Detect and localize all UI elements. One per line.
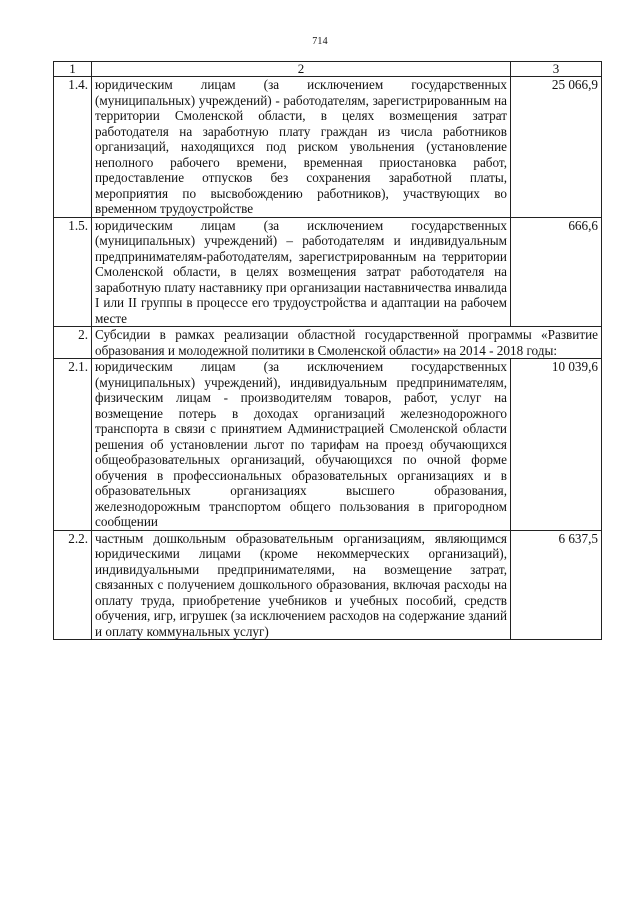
table-row xyxy=(54,77,602,218)
row-description: юридическим лицам (за исключением государственных (муниципальных) учреждений) – работодателям и индивидуальным предпринимателям-работодателям, зарегистрированным на территории Смоленской области, в целях возмещения затрат работодателя на заработную плату наставнику при организации наставничества инвалида I или II группы в процессе его трудоустройства и адаптации на рабочем месте xyxy=(92,217,511,327)
row-number: 1.4. xyxy=(54,77,92,218)
row-description: частным дошкольным образовательным организациям, являющимся юридическими лицами (кроме некоммерческих организаций), индивидуальными предпринимателями, на возмещение затрат, связанных с получением дошкольного образования, включая расходы на оплату труда, приобретение учебников и учебных пособий, средств обучения, игр, игрушек (за исключением расходов на содержание зданий и оплату коммунальных услуг) xyxy=(92,530,511,640)
row-amount: 25 066,9 xyxy=(511,77,602,218)
table-row xyxy=(54,359,602,531)
section-heading: Субсидии в рамках реализации областной государственной программы «Развитие образования и молодежной политики в Смоленской области» на 2014 - 2018 годы: xyxy=(92,327,602,359)
table-header-row xyxy=(54,62,602,77)
column-header-3: 3 xyxy=(511,62,602,77)
table-row-section xyxy=(54,327,602,359)
table-row xyxy=(54,530,602,640)
row-description: юридическим лицам (за исключением государственных (муниципальных) учреждений), индивидуальным предпринимателям, физическим лицам - производителям товаров, работ, услуг на возмещение потерь в доходах организаций железнодорожного транспорта в связи с принятием Администрацией Смоленской области решения об установлении льгот по тарифам на проезд обучающихся общеобразовательных организаций, обучающихся по очной форме обучения в профессиональных образовательных организациях и в образовательных организациях высшего образования, железнодорожным транспортом общего пользования в пригородном сообщении xyxy=(92,359,511,531)
column-header-1: 1 xyxy=(54,62,92,77)
row-amount: 666,6 xyxy=(511,217,602,327)
row-amount: 10 039,6 xyxy=(511,359,602,531)
table-row xyxy=(54,217,602,327)
row-amount: 6 637,5 xyxy=(511,530,602,640)
column-header-2: 2 xyxy=(92,62,511,77)
page-number: 714 xyxy=(312,36,328,47)
row-number: 1.5. xyxy=(54,217,92,327)
row-number: 2.2. xyxy=(54,530,92,640)
row-description: юридическим лицам (за исключением государственных (муниципальных) учреждений) - работодателям, зарегистрированным на территории Смоленской области, в целях возмещения затрат работодателя на заработную плату граждан из числа работников организаций, находящихся под риском увольнения (установление неполного рабочего времени, временная приостановка работ, предоставление отпусков без сохранения заработной платы, мероприятия по высвобождению работников), участвующих во временном трудоустройстве xyxy=(92,77,511,218)
row-number: 2. xyxy=(54,327,92,359)
subsidy-table xyxy=(53,61,602,640)
row-number: 2.1. xyxy=(54,359,92,531)
